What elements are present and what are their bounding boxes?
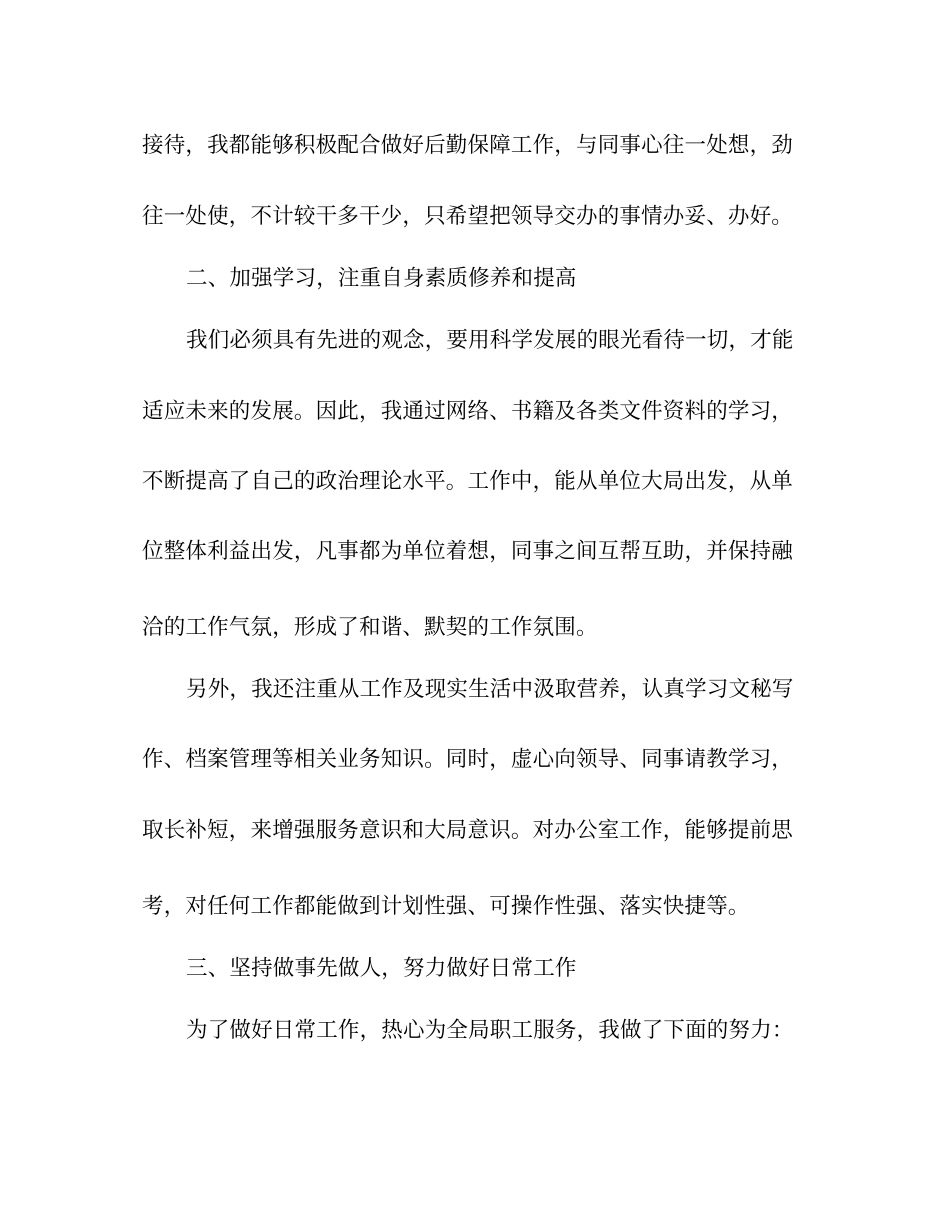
paragraph-line: 适应未来的发展。因此，我通过网络、书籍及各类文件资料的学习，	[142, 399, 794, 424]
paragraph-line: 考，对任何工作都能做到计划性强、可操作性强、落实快捷等。	[142, 894, 750, 919]
section-heading: 二、加强学习，注重自身素质修养和提高	[186, 266, 577, 291]
section-heading: 三、坚持做事先做人，努力做好日常工作	[186, 956, 577, 981]
paragraph-line: 洽的工作气氛，形成了和谐、默契的工作氛围。	[142, 615, 598, 640]
paragraph-line: 取长补短，来增强服务意识和大局意识。对办公室工作，能够提前思	[142, 818, 794, 843]
paragraph-line: 另外，我还注重从工作及现实生活中汲取营养，认真学习文秘写	[186, 677, 794, 702]
paragraph-line: 作、档案管理等相关业务知识。同时，虚心向领导、同事请教学习，	[142, 747, 794, 772]
paragraph-line: 为了做好日常工作，热心为全局职工服务，我做了下面的努力：	[186, 1018, 794, 1043]
paragraph-line: 我们必须具有先进的观念，要用科学发展的眼光看待一切，才能	[186, 328, 794, 353]
paragraph-line: 不断提高了自己的政治理论水平。工作中，能从单位大局出发，从单	[142, 469, 794, 494]
paragraph-line: 位整体利益出发，凡事都为单位着想，同事之间互帮互助，并保持融	[142, 539, 794, 564]
paragraph-line: 往一处使，不计较干多干少，只希望把领导交办的事情办妥、办好。	[142, 204, 794, 229]
paragraph-line: 接待，我都能够积极配合做好后勤保障工作，与同事心往一处想，劲	[142, 133, 794, 158]
